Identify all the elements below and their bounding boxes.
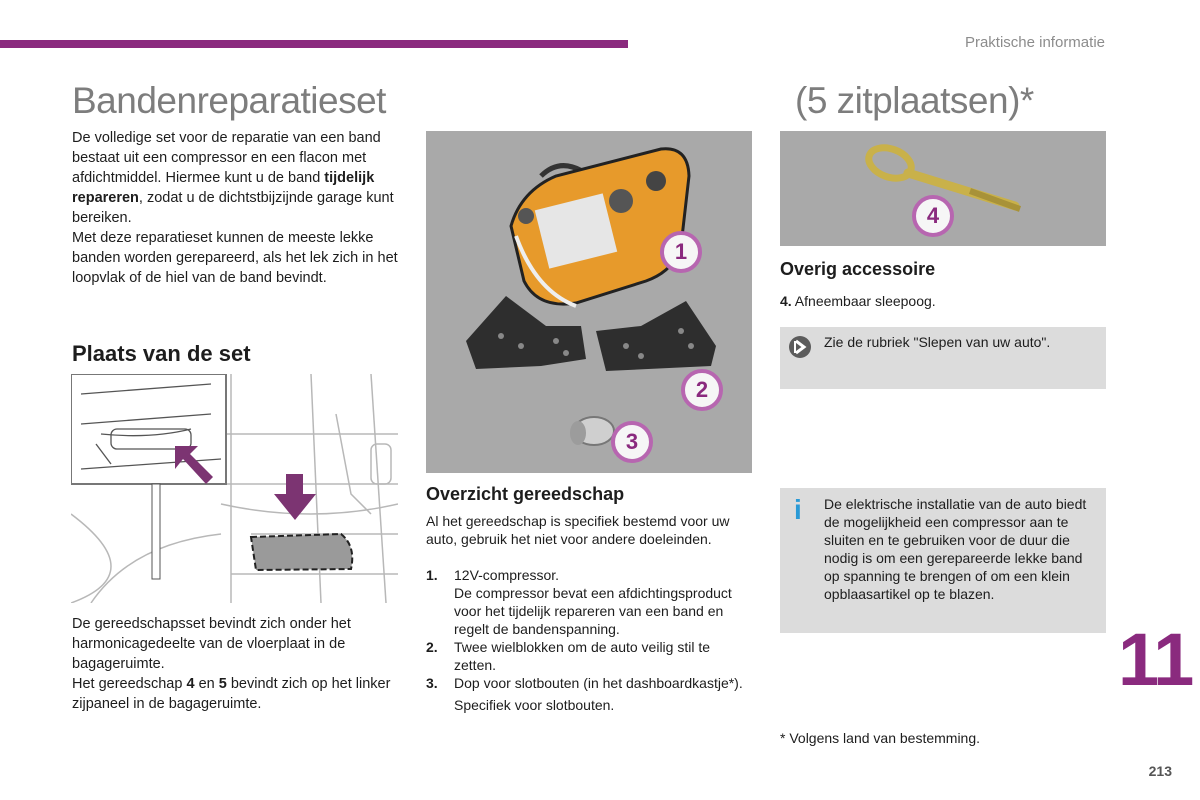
- arrow-right-icon: [789, 336, 811, 358]
- page-title: Bandenreparatieset: [72, 80, 386, 121]
- callout-3: 3: [611, 421, 653, 463]
- see-also-text: Zie de rubriek "Slepen van uw auto".: [824, 334, 1051, 350]
- callout-1: 1: [660, 231, 702, 273]
- location-paragraph-1: De gereedschapsset bevindt zich onder het harmonicagedeelte van de vloerplaat in de bagageruimte.: [72, 616, 351, 672]
- section-label: Praktische informatie: [964, 34, 1105, 51]
- accessory-heading: Overig accessoire: [780, 259, 936, 279]
- intro-text: [72, 128, 402, 288]
- info-box: [780, 488, 1106, 633]
- chapter-number: 11: [1118, 618, 1193, 701]
- footnote: * Volgens land van bestemming.: [780, 730, 981, 746]
- tools-photo: [426, 131, 752, 473]
- info-text: De elektrische installatie van de auto biedt de mogelijkheid een compressor aan te sluiten en te gebruiken voor de duur die nodig is om een gerepareerde lekke band op spanning te brengen of om een klein opblaasartikel op te blazen.: [824, 496, 1087, 602]
- intro-paragraph-1: De volledige set voor de reparatie van een band bestaat uit een compressor en een flacon met afdichtmiddel. Hiermee kunt u de band tijdelijk repareren, zodat u de dichtstbijzijnde garage kunt bereiken.: [72, 130, 394, 226]
- page-number: 213: [1148, 763, 1172, 779]
- location-paragraph-2: Het gereedschap 4 en 5 bevindt zich op het linker zijpaneel in de bagageruimte.: [72, 676, 391, 712]
- info-icon: i: [794, 494, 802, 525]
- callout-2: 2: [681, 369, 723, 411]
- tools-list: [426, 566, 746, 714]
- see-also-box: [780, 327, 1106, 389]
- location-text: [72, 614, 402, 714]
- location-heading: Plaats van de set: [72, 341, 251, 366]
- tools-list-item: 3. Dop voor slotbouten (in het dashboardkastje*). Specifiek voor slotbouten.: [426, 675, 743, 713]
- tools-list-item: 2. Twee wielblokken om de auto veilig stil te zetten.: [426, 639, 711, 673]
- callout-4: 4: [912, 195, 954, 237]
- towing-eye-photo: [780, 131, 1106, 246]
- tools-intro: Al het gereedschap is specifiek bestemd voor uw auto, gebruik het niet voor andere doeleinden.: [426, 513, 730, 547]
- accessory-item: 4. Afneembaar sleepoog.: [780, 293, 936, 309]
- intro-paragraph-2: Met deze reparatieset kunnen de meeste lekke banden worden gerepareerd, als het lek zich in het loopvlak of de hiel van de band bevindt.: [72, 230, 398, 286]
- trunk-illustration: [71, 374, 398, 603]
- tools-list-item: 1. 12V-compressor. De compressor bevat een afdichtingsproduct voor het tijdelijk repareren van een band en regelt de bandenspanning.: [426, 567, 732, 637]
- header-accent-bar: [0, 40, 628, 48]
- tools-heading: Overzicht gereedschap: [426, 484, 625, 504]
- page-title-variant: (5 zitplaatsen)*: [795, 80, 1034, 121]
